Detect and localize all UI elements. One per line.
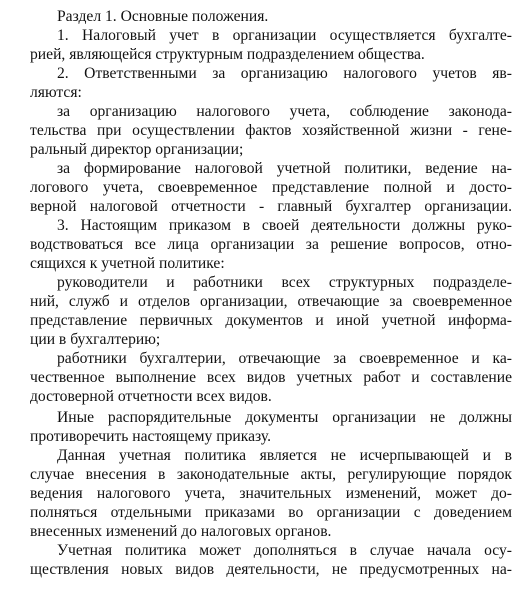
paragraph-line: 1. Налоговый учет в организации осуществляется бухгалте- bbox=[57, 27, 512, 44]
paragraph-line: достоверной отчетности всех видов. bbox=[30, 388, 272, 405]
paragraph-line: тельства при осуществлении фактов хозяйственной жизни - гене- bbox=[30, 122, 512, 139]
paragraph-line: 2. Ответственными за организацию налогового учетов яв- bbox=[57, 65, 512, 82]
paragraph-line: водствоваться все лица организации за решение вопросов, отно- bbox=[30, 236, 512, 253]
paragraph-line: Иные распорядительные документы организации не должны bbox=[57, 409, 512, 426]
paragraph-line: Данная учетная политика является не исчерпывающей и в bbox=[57, 447, 512, 464]
paragraph-line: за формирование налоговой учетной политики, ведение на- bbox=[57, 160, 512, 177]
paragraph-line: полняться отдельными приказами во организации с доведением bbox=[30, 504, 512, 521]
paragraph-line: ний, служб и отделов организации, отвечающие за своевременное bbox=[30, 293, 512, 310]
paragraph-line: ляются: bbox=[30, 84, 82, 101]
paragraph-line: случае внесения в законодательные акты, регулирующие порядок bbox=[30, 466, 512, 483]
paragraph-line: за организацию налогового учета, соблюдение законода- bbox=[57, 103, 512, 120]
paragraph-line: рией, являющейся структурным подразделением общества. bbox=[30, 46, 425, 63]
paragraph-line: сящихся к учетной политике: bbox=[30, 255, 225, 272]
paragraph-line: Учетная политика может дополняться в случае начала осу- bbox=[57, 542, 512, 559]
paragraph-line: логового учета, своевременное представление полной и досто- bbox=[30, 179, 512, 196]
paragraph-line: внесенных изменений до налоговых органов. bbox=[30, 523, 332, 540]
paragraph-line: ведения налогового учета, значительных изменений, может до- bbox=[30, 485, 512, 502]
paragraph-line: ции в бухгалтерию; bbox=[30, 331, 161, 348]
paragraph-line: ществления новых видов деятельности, не предусмотренных на- bbox=[30, 561, 512, 578]
paragraph-line: ральный директор организации; bbox=[30, 141, 244, 158]
paragraph-line: чественное выполнение всех видов учетных работ и составление bbox=[30, 369, 512, 386]
paragraph-line: руководители и работники всех структурных подразделе- bbox=[57, 274, 512, 291]
paragraph-line: 3. Настоящим приказом в своей деятельности должны руко- bbox=[57, 217, 512, 234]
paragraph-line: верной налоговой отчетности - главный бухгалтер организации. bbox=[30, 198, 512, 215]
paragraph-line: противоречить настоящему приказу. bbox=[30, 428, 271, 445]
section-heading: Раздел 1. Основные положения. bbox=[57, 8, 269, 25]
paragraph-line: представление первичных документов и иной учетной информа- bbox=[30, 312, 512, 329]
paragraph-line: работники бухгалтерии, отвечающие за своевременное и ка- bbox=[57, 350, 512, 367]
